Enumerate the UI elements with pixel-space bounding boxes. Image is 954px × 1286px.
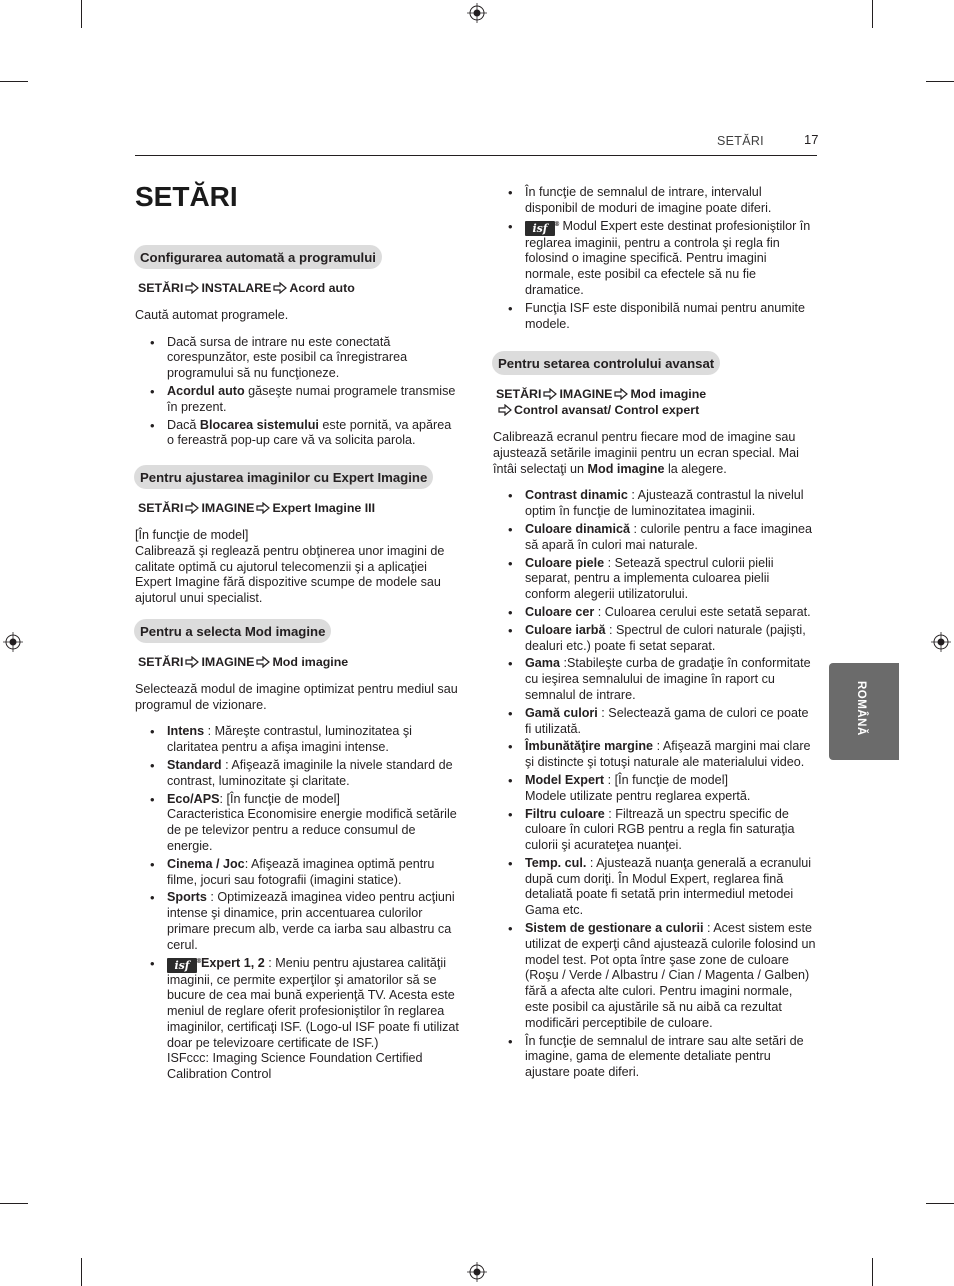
list-item bbox=[135, 758, 461, 790]
menu-path bbox=[138, 281, 461, 297]
list-item bbox=[493, 556, 817, 603]
list-item bbox=[135, 418, 461, 450]
list-item-text: Dacă sursa de intrare nu este conectată corespunzător, este posibil ca înregistrarea programului să nu funcţioneze. bbox=[167, 334, 408, 381]
list-item-term: Îmbunătăţire margine bbox=[525, 739, 654, 754]
crop-mark bbox=[926, 1203, 954, 1204]
list-item-term: Culoare piele bbox=[525, 555, 605, 570]
section-heading-auto-tuning: Configurarea automată a programului bbox=[134, 245, 382, 269]
menu-path-step: Expert Imagine III bbox=[272, 501, 376, 516]
arrow-right-icon bbox=[185, 656, 199, 668]
list-item-text: : Meniu pentru ajustarea calităţii imaginii, ce permite experţilor şi amatorilor să se bucure de cea mai bună experienţă TV. Acesta este meniul de reglare oferit profesioniştilor în reglarea imaginilor, certificaţi ISF. (Logo-ul ISF poate fi utilizat doar pe televizoare certificate de ISF.) bbox=[167, 955, 459, 1050]
list-item-term: Gamă culori bbox=[525, 705, 598, 720]
list-item-text: Modele utilizate pentru reglarea expertă. bbox=[525, 788, 751, 803]
running-header-title: SETĂRI bbox=[717, 134, 764, 148]
list-item bbox=[493, 219, 817, 299]
registration-target-icon bbox=[931, 632, 951, 652]
menu-path-step: SETĂRI bbox=[496, 387, 542, 402]
section-heading-picture-mode: Pentru a selecta Mod imagine bbox=[134, 619, 331, 643]
menu-path bbox=[138, 655, 461, 671]
list-item-text: :Stabileşte curba de gradaţie în conformitate cu ieşirea semnalului de imagine în raport cu semnalul de intrare. bbox=[525, 656, 811, 702]
crop-mark bbox=[872, 0, 873, 28]
list-item bbox=[493, 773, 817, 805]
section-body: Calibrează şi reglează pentru obţinerea unor imagini de calitate optimă cu ajutorul telecomenzii şi a aplicaţiei Expert Imagine fără dispozitive scumpe de modele sau ajutorul unui specialist. bbox=[135, 543, 445, 606]
list-item-term: Standard bbox=[167, 757, 222, 772]
bullet-list bbox=[493, 185, 817, 332]
arrow-right-icon bbox=[543, 388, 557, 400]
list-item-term: Culoare cer bbox=[525, 604, 595, 619]
list-item bbox=[135, 890, 461, 953]
list-item-term: Intens bbox=[167, 724, 205, 739]
crop-mark bbox=[926, 81, 954, 82]
list-item-text: : Afişează imaginile la nivele standard de contrast, luminozitate şi claritate. bbox=[167, 757, 453, 788]
intro-text: la alegere. bbox=[664, 461, 727, 476]
language-label: ROMÂNĂ bbox=[855, 681, 867, 736]
arrow-right-icon bbox=[256, 656, 270, 668]
bullet-list bbox=[135, 724, 461, 1083]
registration-target-icon bbox=[467, 3, 487, 23]
arrow-right-icon bbox=[256, 502, 270, 514]
list-item-text: : culorile pentru a face imaginea să apară în culori mai naturale. bbox=[525, 521, 812, 552]
arrow-right-icon bbox=[273, 282, 287, 294]
menu-path-step: Control avansat/ Control expert bbox=[514, 403, 700, 418]
list-item-text: ISFccc: Imaging Science Foundation Certified Calibration Control bbox=[167, 1051, 423, 1082]
list-item-term: Sports bbox=[167, 890, 207, 905]
list-item-term: Model Expert bbox=[525, 772, 605, 787]
list-item-text: : Ajustează nuanţa generală a ecranului după cum doriţi. În Modul Expert, reglarea fină detaliată poate fi setată prin intermediul metodei Gama etc. bbox=[525, 855, 812, 918]
list-item bbox=[493, 656, 817, 703]
list-item-term: Culoare dinamică bbox=[525, 521, 630, 536]
list-item-text: În funcţie de semnalul de intrare, intervalul disponibil de moduri de imagine poate diferi. bbox=[525, 185, 772, 215]
list-item-text: : Setează spectrul culorii pielii separat, pentru a implementa culoarea pielii conform alegerii utilizatorului. bbox=[525, 555, 774, 602]
list-item-term: Cinema / Joc bbox=[167, 856, 245, 871]
menu-path-step: IMAGINE bbox=[201, 654, 255, 669]
intro-text: Calibrează ecranul pentru fiecare mod de imagine sau ajustează setările imaginii pentru un ecran special. Mai întâi selectaţi un bbox=[493, 429, 799, 476]
section-heading-advanced-control: Pentru setarea controlului avansat bbox=[492, 351, 720, 375]
list-item-term: Temp. cul. bbox=[525, 855, 587, 870]
list-item bbox=[493, 856, 817, 919]
list-item bbox=[135, 857, 461, 889]
list-item-text: : Selectează gama de culori ce poate fi utilizată. bbox=[525, 705, 809, 736]
list-item-term: Culoare iarbă bbox=[525, 622, 606, 637]
list-item bbox=[135, 384, 461, 416]
section-intro bbox=[493, 430, 817, 477]
menu-path-step: IMAGINE bbox=[201, 501, 255, 516]
list-item-text: este pornită, va apărea o fereastră pop-up care vă va solicita parola. bbox=[167, 417, 452, 448]
crop-mark bbox=[0, 81, 28, 82]
bullet-list bbox=[493, 488, 817, 1081]
list-item-term: Acordul auto bbox=[167, 383, 245, 398]
crop-mark bbox=[0, 1203, 28, 1204]
menu-path-step: SETĂRI bbox=[138, 501, 184, 516]
list-item-text: : [În funcţie de model] bbox=[219, 791, 340, 806]
list-item-text: : [În funcţie de model] bbox=[604, 772, 728, 787]
list-item-text: Dacă bbox=[167, 417, 200, 432]
arrow-right-icon bbox=[185, 502, 199, 514]
registration-target-icon bbox=[3, 632, 23, 652]
list-item-term: Blocarea sistemului bbox=[199, 417, 319, 432]
list-item-text: : Culoarea cerului este setată separat. bbox=[594, 604, 811, 619]
section-intro: Selectează modul de imagine optimizat pentru mediul sau programul de vizionare. bbox=[135, 681, 458, 712]
isf-logo-icon: isf ® bbox=[167, 958, 197, 973]
language-side-tab bbox=[829, 663, 899, 760]
menu-path-step: SETĂRI bbox=[138, 281, 184, 295]
list-item-text: Caracteristica Economisire energie modifică setările de pe televizor pentru a reduce consumul de energie. bbox=[167, 807, 457, 853]
header-rule bbox=[135, 155, 817, 156]
list-item bbox=[493, 185, 817, 217]
list-item-text: găseşte numai programele transmise în prezent. bbox=[167, 383, 456, 414]
menu-path-step: Acord auto bbox=[289, 281, 355, 295]
list-item bbox=[135, 956, 461, 1084]
list-item-text: : Măreşte contrastul, luminozitatea şi claritatea pentru a afişa imagini intense. bbox=[167, 724, 412, 755]
crop-mark bbox=[872, 1258, 873, 1286]
isf-logo-icon: isf ® bbox=[525, 221, 555, 236]
list-item-term: Gama bbox=[525, 656, 561, 671]
arrow-right-icon bbox=[185, 282, 199, 294]
menu-path bbox=[138, 501, 461, 517]
crop-mark bbox=[81, 1258, 82, 1286]
crop-mark bbox=[81, 0, 82, 28]
list-item-text: : Spectrul de culori naturale (pajişti, dealuri etc.) poate fi setat separat. bbox=[525, 622, 806, 653]
list-item bbox=[135, 724, 461, 756]
model-note: [În funcţie de model] bbox=[135, 527, 249, 542]
list-item-text: : Afişează imaginea optimă pentru filme, jocuri sau fotografii (imagini statice). bbox=[167, 856, 435, 887]
section-intro: Caută automat programele. bbox=[135, 307, 289, 322]
list-item-term: Filtru culoare bbox=[525, 806, 605, 821]
list-item bbox=[135, 792, 461, 855]
list-item-text: Funcţia ISF este disponibilă numai pentru anumite modele. bbox=[525, 300, 806, 331]
menu-path bbox=[496, 387, 817, 419]
list-item bbox=[493, 301, 817, 333]
page-title: SETĂRI bbox=[135, 181, 238, 212]
list-item-text: : Filtrează un spectru specific de culoare în culori RGB pentru a regla fin saturaţia culorii şi acurateţea nuanţei. bbox=[525, 806, 795, 853]
menu-path-step: SETĂRI bbox=[138, 654, 184, 669]
right-column bbox=[493, 185, 817, 1083]
list-item-term: Expert 1, 2 bbox=[201, 955, 265, 970]
bullet-list bbox=[135, 335, 461, 450]
list-item-term: Sistem de gestionare a culorii bbox=[525, 921, 704, 936]
arrow-right-icon bbox=[498, 404, 512, 416]
list-item bbox=[493, 605, 817, 621]
list-item-term: Contrast dinamic bbox=[525, 488, 628, 503]
list-item-text: : Optimizează imaginea video pentru acţiuni intense şi dinamice, prin accentuarea culorilor primare precum alb, verde ca iarba sau albastru ca cerul. bbox=[167, 890, 455, 952]
list-item-text: În funcţie de semnalul de intrare sau alte setări de imagine, gama de elemente detaliate pentru ajustare poate diferi. bbox=[525, 1033, 804, 1080]
section-heading-expert-picture: Pentru ajustarea imaginilor cu Expert Imagine bbox=[134, 465, 433, 489]
list-item bbox=[135, 335, 461, 382]
list-item bbox=[493, 921, 817, 1032]
menu-path-step: Mod imagine bbox=[272, 654, 349, 669]
page-number: 17 bbox=[804, 132, 819, 147]
registration-target-icon bbox=[467, 1262, 487, 1282]
list-item-text: Modul Expert este destinat profesioniştilor în reglarea imaginii, pentru a controla şi regla fin folosind o imagine specifică. Pentru imagini normale, este posibil ca efectele să nu fie dramatice. bbox=[525, 218, 811, 297]
list-item-term: Eco/APS bbox=[167, 791, 220, 806]
list-item bbox=[493, 522, 817, 554]
list-item-text: : Ajustează contrastul la nivelul optim în funcţie de luminozitatea imaginii. bbox=[525, 488, 804, 519]
list-item bbox=[493, 739, 817, 771]
arrow-right-icon bbox=[614, 388, 628, 400]
list-item bbox=[493, 623, 817, 655]
list-item bbox=[493, 706, 817, 738]
list-item bbox=[493, 488, 817, 520]
menu-path-step: INSTALARE bbox=[201, 281, 272, 295]
list-item-text: : Afişează margini mai clare şi distincte şi totuşi naturale ale materialului video. bbox=[525, 739, 811, 770]
menu-path-step: IMAGINE bbox=[559, 387, 613, 402]
intro-term: Mod imagine bbox=[587, 461, 665, 476]
list-item-text: : Acest sistem este utilizat de experţi când ajustează culorile folosind un model test. Pot opta între şase zone de culoare (Roşu / Verde / Albastru / Cian / Magenta / Galben) fără a afecta alte culori. Pentru imagini normale, este posibil ca ajustările să nu aibă ca rezultat modificări perceptibile de culoare. bbox=[525, 921, 816, 1030]
list-item bbox=[493, 1034, 817, 1081]
left-column bbox=[135, 245, 461, 1085]
menu-path-step: Mod imagine bbox=[630, 387, 707, 402]
list-item bbox=[493, 807, 817, 854]
